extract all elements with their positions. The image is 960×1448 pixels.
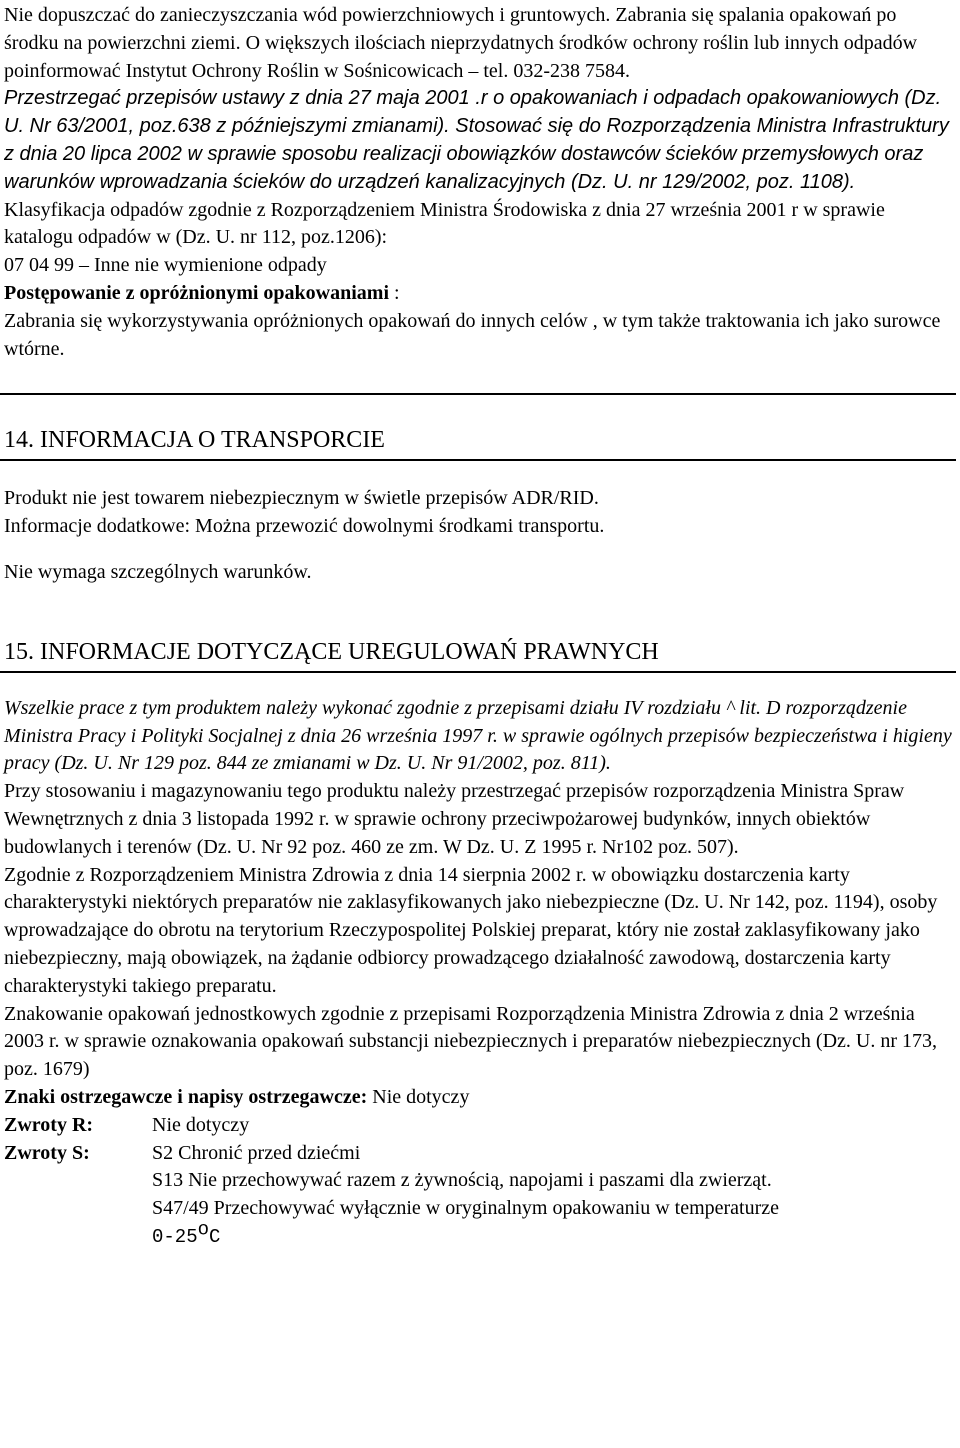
s-phrase-item: S2 Chronić przed dziećmi — [152, 1141, 361, 1164]
temperature-unit: C — [209, 1225, 221, 1248]
r-phrases-label: Zwroty R: — [4, 1113, 94, 1136]
s-phrase-item: S47/49 Przechowywać wyłącznie w oryginalnym opakowaniu w temperaturze — [152, 1197, 780, 1220]
packaging-law-paragraph — [4, 85, 952, 196]
section-14-heading: 14. INFORMACJA O TRANSPORCIE — [4, 427, 385, 454]
s-phrase-item: S13 Nie przechowywać razem z żywnością, napojami i paszami dla zwierząt. — [152, 1169, 772, 1192]
storage-temperature — [4, 1218, 952, 1252]
r-phrases-value: Nie dotyczy — [152, 1113, 250, 1136]
temperature-range: 0-25 — [152, 1225, 198, 1248]
warning-signs-value: Nie dotyczy — [367, 1085, 470, 1108]
fire-protection-paragraph: Przy stosowaniu i magazynowaniu tego produktu należy przestrzegać przepisów rozporządzenia Ministra Spraw Wewnętrznych z dnia 3 listopada 1992 r. w sprawie ochrony przeciwpożarowej budynków, innych obiektów budowlanych i terenów (Dz. U. Nr 92 poz. 460 ze zm. W Dz. U. Z 1995 r. Nr102 poz. 507). — [4, 780, 905, 858]
warning-signs-line — [4, 1084, 952, 1112]
safety-data-sheet-paragraph: Zgodnie z Rozporządzeniem Ministra Zdrowia z dnia 14 sierpnia 2002 r. w obowiązku dostarczenia karty charakterystyki niektórych preparatów nie zaklasyfikowanych jako niebezpieczne (Dz. U. Nr 142, poz. 1194), osoby wprowadzające do obrotu na terytorium Rzeczypospolitej Polskiej preparat, który nie został zaklasyfikowany jako niebezpieczny, mają obowiązek, na żądanie odbiorcy prowadzącego działalność zawodową, dostarczenia karty charakterystyki takiego preparatu. — [4, 863, 938, 997]
s-phrases-label: Zwroty S: — [4, 1141, 90, 1164]
empty-packaging-text: Zabrania się wykorzystywania opróżnionych opakowań do innych celów , w tym także traktowania ich jako surowce wtórne. — [4, 309, 941, 360]
document-page — [4, 0, 952, 1252]
labelling-paragraph: Znakowanie opakowań jednostkowych zgodnie z przepisami Rozporządzenia Ministra Zdrowia z dnia 2 września 2003 r. w sprawie oznakowania opakowań substancji niebezpiecznych i preparatów niebezpiecznych (Dz. U. nr 173, poz. 1679) — [4, 1002, 937, 1081]
degree-sign: o — [197, 1218, 210, 1241]
disposal-paragraph — [4, 2, 952, 85]
transport-conditions: Nie wymaga szczególnych warunków. — [4, 560, 312, 583]
empty-packaging-colon: : — [389, 281, 400, 304]
disposal-text: Nie dopuszczać do zanieczyszczania wód powierzchniowych i gruntowych. Zabrania się spalania opakowań po środku na powierzchni ziemi. O większych ilościach nieprzydatnych środków ochrony roślin lub innych odpadów poinformować Instytut Ochrony Roślin w Sośnicowicach – tel. 032-238 7584. — [4, 4, 918, 82]
empty-packaging-label: Postępowanie z opróżnionymi opakowaniami — [4, 281, 390, 304]
work-safety-paragraph: Wszelkie prace z tym produktem należy wykonać zgodnie z przepisami działu IV rozdziału ^ lit. D rozporządzenie Ministra Pracy i Polityki Socjalnej z dnia 26 września 1997 r. w sprawie ogólnych przepisów bezpieczeństwa i higieny pracy (Dz. U. Nr 129 poz. 844 ze zmianami w Dz. U. Nr 91/2002, poz. 811). — [4, 696, 952, 775]
transport-dangerous-goods: Produkt nie jest towarem niebezpiecznym w świetle przepisów ADR/RID. — [4, 487, 599, 510]
waste-code: 07 04 99 – Inne nie wymienione odpady — [4, 254, 327, 277]
packaging-law-text: Przestrzegać przepisów ustawy z dnia 27 maja 2001 .r o opakowaniach i odpadach opakowaniowych (Dz. U. Nr 63/2001, poz.638 z późniejszymi zmianami). Stosować się do Rozporządzenia Ministra Infrastruktury z dnia 20 lipca 2002 w sprawie sposobu realizacji obowiązków dostawców ścieków przemysłowych oraz warunków wprowadzania ścieków do urządzeń kanalizacyjnych (Dz. U. nr 129/2002, poz. 1108). — [4, 87, 949, 193]
s-phrases-row — [4, 1140, 952, 1168]
empty-packaging-heading — [4, 280, 952, 308]
waste-classification-paragraph: Klasyfikacja odpadów zgodnie z Rozporządzeniem Ministra Środowiska z dnia 27 września 2001 r w sprawie katalogu odpadów w (Dz. U. nr 112, poz.1206): — [4, 198, 885, 249]
section-15-heading: 15. INFORMACJE DOTYCZĄCE UREGULOWAŃ PRAWNYCH — [4, 638, 659, 665]
warning-signs-label: Znaki ostrzegawcze i napisy ostrzegawcze: — [4, 1085, 368, 1108]
r-phrases-row — [4, 1112, 952, 1140]
transport-additional-info: Informacje dodatkowe: Można przewozić dowolnymi środkami transportu. — [4, 515, 605, 538]
